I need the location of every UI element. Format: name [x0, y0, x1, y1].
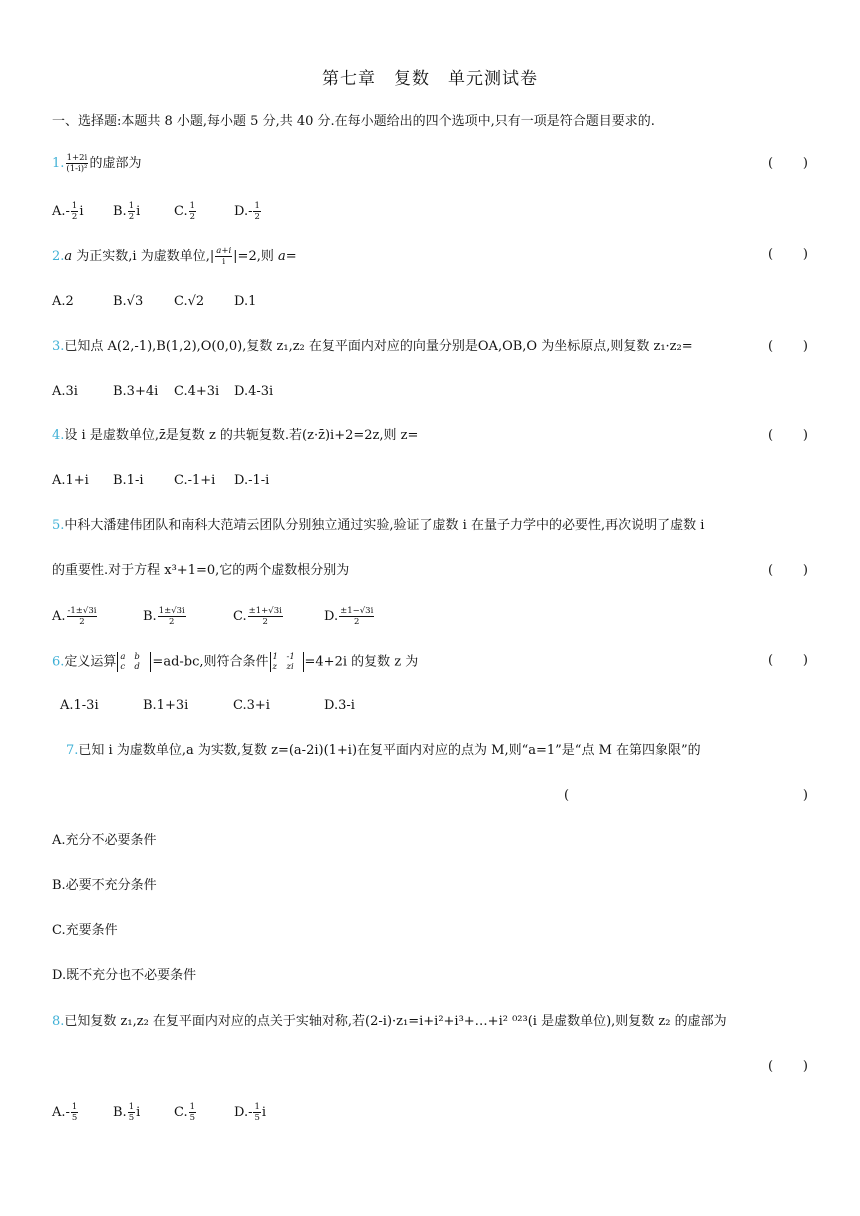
- option-d: D.3-i: [324, 698, 355, 713]
- option-d: D. $\frac{\pm 1-√3i}{2}$: [324, 606, 374, 627]
- answer-paren: ( ): [768, 563, 808, 578]
- option-c: C. $\frac{1}{2}$: [174, 201, 196, 222]
- option-b: B.3+4i: [113, 384, 159, 399]
- option-c: C.3+i: [233, 698, 270, 713]
- answer-paren: ( ): [768, 339, 808, 354]
- question-number: 7.: [66, 743, 79, 758]
- answer-paren: ( ): [768, 1059, 808, 1074]
- question-text: 设 i 是虚数单位,z̄是复数 z 的共轭复数.若(z·z̄)i+2=2z,则 z=: [64, 428, 419, 443]
- question-text: 已知 i 为虚数单位,a 为实数,复数 z=(a-2i)(1+i)在复平面内对应的点为 M,则“a=1”是“点 M 在第四象限”的: [78, 743, 701, 758]
- answer-paren: ( ): [768, 156, 808, 171]
- section-heading: 一、选择题:本题共 8 小题,每小题 5 分,共 40 分.在每小题给出的四个选项中,只有一项是符合题目要求的.: [52, 114, 655, 129]
- option-c: C.4+3i: [174, 384, 220, 399]
- question-text: 已知复数 z₁,z₂ 在复平面内对应的点关于实轴对称,若(2-i)·z₁=i+i²+i³+…+i² ⁰²³(i 是虚数单位),则复数 z₂ 的虚部为: [64, 1014, 727, 1029]
- question-8: [52, 1013, 727, 1031]
- option-b: B.√3: [113, 294, 144, 309]
- option-b: B. $\frac{1}{5}$ i: [113, 1102, 141, 1123]
- question-number: 4.: [52, 428, 65, 443]
- option-a: A.3i: [52, 384, 78, 399]
- option-b: B. $\frac{1\pm√3i}{2}$: [143, 606, 185, 627]
- option-a: A. $\frac{-1\pm√3i}{2}$: [52, 606, 97, 627]
- question-number: 2.: [52, 249, 65, 264]
- option-a: A.充分不必要条件: [52, 833, 157, 848]
- option-c: C. $\frac{\pm 1+√3i}{2}$: [233, 606, 282, 627]
- question-text: 的虚部为: [89, 156, 142, 171]
- question-3: [52, 338, 693, 356]
- answer-paren: ( ): [768, 653, 808, 668]
- option-a: A.- $\frac{1}{5}$: [52, 1102, 78, 1123]
- question-number: 8.: [52, 1014, 65, 1029]
- option-a: A.- $\frac{1}{2}$ i: [52, 201, 84, 222]
- determinant: 1 -1 z zi: [270, 652, 304, 672]
- question-5-continued: 的重要性.对于方程 x³+1=0,它的两个虚数根分别为: [52, 563, 350, 578]
- fraction: $\frac{1+2i}{\text{(1-i)²}}$: [66, 153, 88, 174]
- option-c: C.充要条件: [52, 923, 118, 938]
- option-d: D.4-3i: [234, 384, 274, 399]
- fraction: $\frac{a+i}{i}$: [216, 246, 232, 267]
- question-number: 1.: [52, 156, 65, 171]
- question-number: 5.: [52, 518, 65, 533]
- determinant: a b c d: [117, 652, 151, 672]
- option-d: D.- $\frac{1}{5}$ i: [234, 1102, 267, 1123]
- option-b: B. $\frac{1}{2}$ i: [113, 201, 141, 222]
- option-c: C.-1+i: [174, 473, 216, 488]
- question-6: 6.定义运算 a b c d =ad-bc,则符合条件 1 -1 z zi =4+2i 的复数 z 为: [52, 652, 419, 672]
- option-c: C.√2: [174, 294, 205, 309]
- option-a: A.1+i: [52, 473, 89, 488]
- question-4: [52, 427, 418, 445]
- option-d: D.1: [234, 294, 257, 309]
- option-a: A.2: [52, 294, 74, 309]
- question-text: 中科大潘建伟团队和南科大范靖云团队分别独立通过实验,验证了虚数 i 在量子力学中的必要性,再次说明了虚数 i: [64, 518, 705, 533]
- question-number: 6.: [52, 654, 65, 670]
- answer-paren: ( ): [768, 247, 808, 262]
- answer-paren: ( ): [564, 788, 808, 803]
- option-d: D.既不充分也不必要条件: [52, 968, 197, 983]
- option-c: C. $\frac{1}{5}$: [174, 1102, 196, 1123]
- answer-paren: ( ): [768, 428, 808, 443]
- question-2: 2.a 为正实数,i 为虚数单位,| $\frac{a+i}{i}$ |=2,则 a=: [52, 246, 297, 267]
- option-a: A.1-3i: [60, 698, 99, 713]
- question-text: 已知点 A(2,-1),B(1,2),O(0,0),复数 z₁,z₂ 在复平面内对应的向量分别是OA,OB,O 为坐标原点,则复数 z₁·z₂=: [64, 339, 693, 354]
- question-number: 3.: [52, 339, 65, 354]
- question-5: [52, 517, 704, 535]
- option-b: B.1+3i: [143, 698, 189, 713]
- option-b: B.必要不充分条件: [52, 878, 157, 893]
- option-d: D.-1-i: [234, 473, 270, 488]
- question-7: [66, 742, 701, 760]
- page-title: 第七章 复数 单元测试卷: [322, 69, 538, 89]
- question-1: [52, 153, 141, 174]
- option-d: D.- $\frac{1}{2}$: [234, 201, 260, 222]
- option-b: B.1-i: [113, 473, 144, 488]
